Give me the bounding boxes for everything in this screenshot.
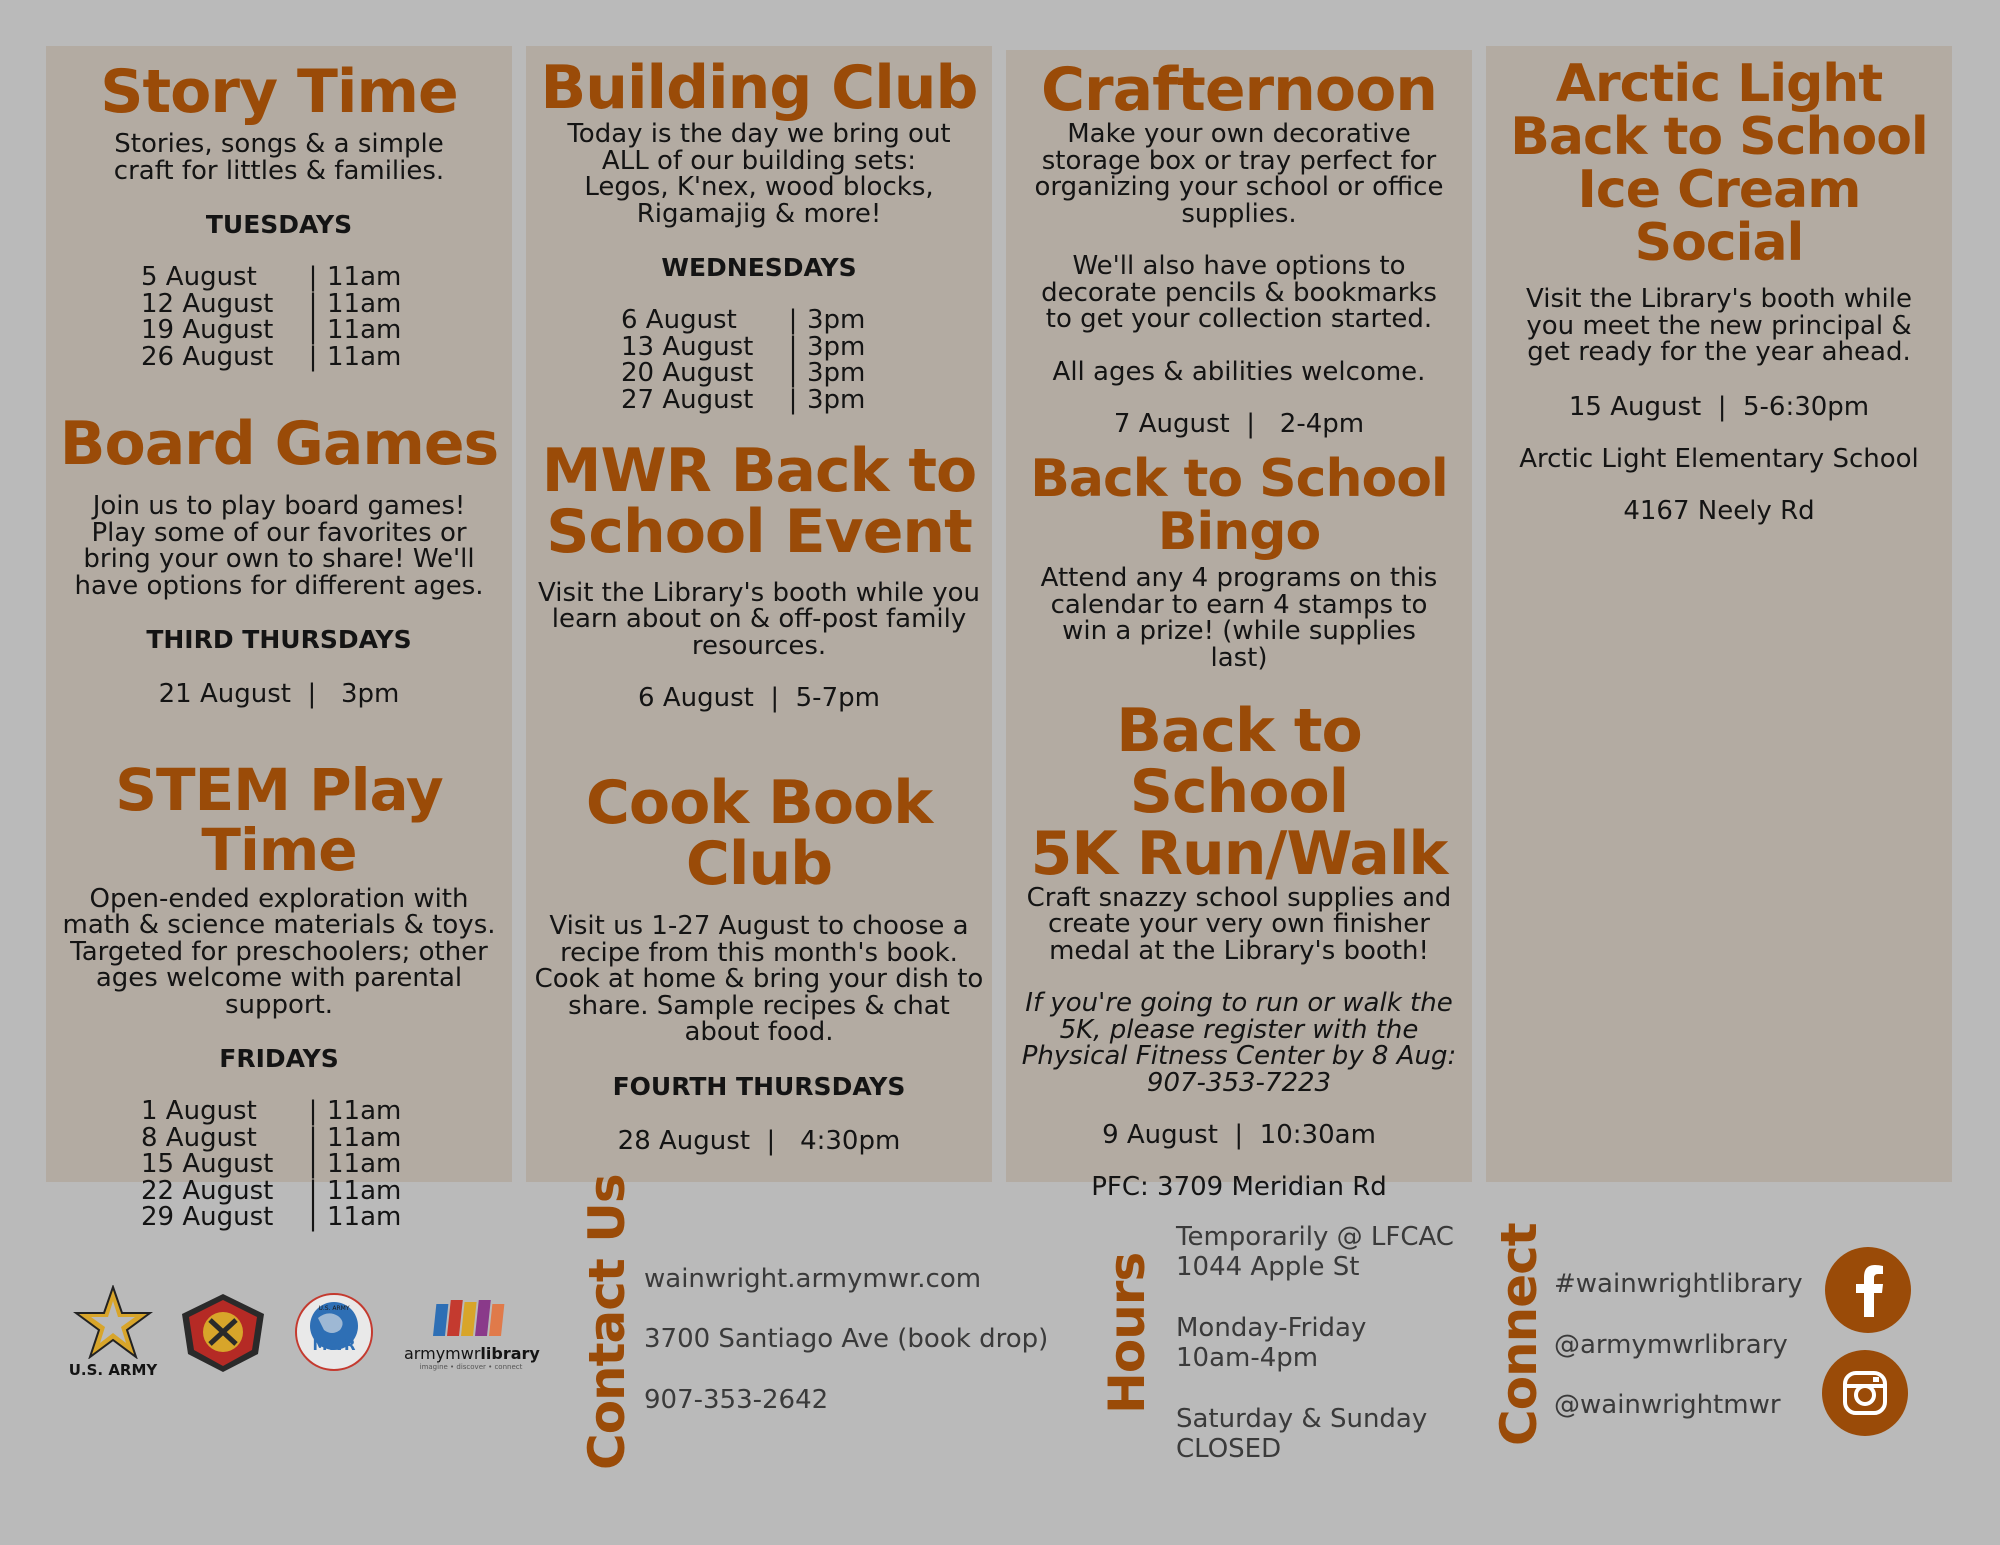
story-time-section xyxy=(46,46,512,370)
ice-cream-when: 15 August | 5-6:30pm xyxy=(1568,391,1870,422)
board-games-title: Board Games xyxy=(59,409,499,480)
stem-title: STEM Play Time xyxy=(115,756,443,884)
building-club-description: Today is the day we bring out ALL of our building sets: Legos, K'nex, wood blocks, Rigamajig & more! xyxy=(567,119,951,229)
run-walk-title-line1: Back to School xyxy=(1116,696,1362,828)
story-time-day: TUESDAYS xyxy=(205,210,353,240)
bingo-title-line2: Bingo xyxy=(1157,502,1321,563)
stem-time: 11am xyxy=(327,1202,402,1233)
story-time-time: 11am xyxy=(327,341,402,372)
run-walk-location: PFC: 3709 Meridian Rd xyxy=(1091,1172,1387,1203)
hours-line-1: Temporarily @ LFCAC xyxy=(1176,1222,1454,1252)
cook-book-when: 28 August | 4:30pm xyxy=(617,1125,901,1156)
separator: | xyxy=(788,305,798,336)
building-club-date-row xyxy=(526,384,992,415)
column-2 xyxy=(526,46,992,1182)
support-command-logo xyxy=(180,1292,266,1378)
story-time-date: 19 August xyxy=(141,315,274,346)
mwr-event-section xyxy=(526,436,992,714)
stem-time: 11am xyxy=(327,1175,402,1206)
library-wordmark-a: armymwr xyxy=(404,1344,481,1363)
stem-date: 8 August xyxy=(141,1122,257,1153)
story-time-date: 12 August xyxy=(141,288,274,319)
stem-date: 15 August xyxy=(141,1149,274,1180)
cook-book-title-line2: Club xyxy=(685,829,833,900)
support-emblem-icon xyxy=(180,1292,266,1374)
library-wordmark-b: library xyxy=(480,1344,540,1363)
separator: | xyxy=(788,358,798,389)
mwr-event-title-line1: MWR Back to xyxy=(541,436,977,507)
hours-line-3: Monday-Friday xyxy=(1176,1313,1367,1343)
separator: | xyxy=(308,341,318,372)
building-club-title: Building Club xyxy=(540,53,978,123)
stem-time: 11am xyxy=(327,1122,402,1153)
board-games-description: Join us to play board games! Play some of our favorites or bring your own to share! We'll have options for different ages. xyxy=(74,491,484,601)
separator: | xyxy=(308,1175,318,1206)
board-games-day: THIRD THURSDAYS xyxy=(146,625,412,655)
instagram-button[interactable] xyxy=(1822,1350,1908,1436)
connect-handle-2[interactable]: @wainwrightmwr xyxy=(1554,1390,1781,1420)
board-games-when: 21 August | 3pm xyxy=(158,679,400,710)
separator: | xyxy=(788,384,798,415)
separator: | xyxy=(308,315,318,346)
us-army-text: U.S. ARMY xyxy=(68,1361,158,1379)
mwr-globe-icon xyxy=(294,1292,374,1372)
separator: | xyxy=(308,262,318,293)
mwr-event-description: Visit the Library's booth while you learn about on & off-post family resources. xyxy=(538,577,980,661)
army-star-icon xyxy=(73,1285,153,1359)
instagram-icon xyxy=(1842,1370,1888,1416)
library-books-icon xyxy=(431,1298,511,1338)
board-games-section xyxy=(46,409,512,710)
run-walk-note: If you're going to run or walk the 5K, please register with the Physical Fitness Center by 8 Aug: 907-353-7223 xyxy=(1021,988,1457,1098)
connect-hashtag[interactable]: #wainwrightlibrary xyxy=(1554,1269,1803,1299)
column-1 xyxy=(46,46,512,1233)
column-3 xyxy=(1006,50,1472,1203)
library-tagline: imagine • discover • connect xyxy=(419,1363,523,1371)
cook-book-day: FOURTH THURSDAYS xyxy=(612,1071,906,1101)
crafternoon-title: Crafternoon xyxy=(1040,55,1438,125)
story-time-dates xyxy=(46,264,512,370)
stem-day: FRIDAYS xyxy=(219,1044,339,1074)
ice-cream-title-line2: Back to School xyxy=(1510,107,1928,168)
run-walk-title-line2: 5K Run/Walk xyxy=(1030,818,1448,889)
ice-cream-title-line3: Ice Cream Social xyxy=(1577,160,1861,274)
story-time-time: 11am xyxy=(327,262,402,293)
story-time-date-row xyxy=(46,264,512,291)
building-club-time: 3pm xyxy=(807,331,866,362)
crafternoon-description-1: Make your own decorative storage box or tray perfect for organizing your school or office supplies. xyxy=(1034,119,1444,229)
mwr-logo xyxy=(294,1292,374,1376)
stem-dates xyxy=(46,1098,512,1231)
story-time-date: 26 August xyxy=(141,341,274,372)
crafternoon-description-3: All ages & abilities welcome. xyxy=(1052,356,1426,387)
contact-address: 3700 Santiago Ave (book drop) xyxy=(644,1324,1049,1354)
connect-label: Connect xyxy=(1490,1223,1548,1446)
stem-date-row xyxy=(46,1151,512,1178)
column-4 xyxy=(1486,46,1952,1182)
story-time-time: 11am xyxy=(327,315,402,346)
story-time-date-row xyxy=(46,317,512,344)
ice-cream-title-line1: Arctic Light xyxy=(1555,54,1883,114)
bingo-section xyxy=(1006,449,1472,673)
stem-date: 1 August xyxy=(141,1096,257,1127)
separator: | xyxy=(308,288,318,319)
run-walk-section xyxy=(1006,696,1472,1203)
cook-book-section xyxy=(526,768,992,1156)
story-time-date: 5 August xyxy=(141,262,257,293)
stem-date-row xyxy=(46,1122,512,1153)
hours-line-4: 10am-4pm xyxy=(1176,1343,1319,1373)
building-club-date: 6 August xyxy=(621,305,737,336)
armymwrlibrary-logo xyxy=(404,1298,538,1371)
hours-line-6: CLOSED xyxy=(1176,1434,1282,1464)
crafternoon-section xyxy=(1006,50,1472,439)
building-club-date: 13 August xyxy=(621,331,754,362)
hours-line-2: 1044 Apple St xyxy=(1176,1252,1360,1282)
ice-cream-description: Visit the Library's booth while you meet the new principal & get ready for the year ahead. xyxy=(1526,284,1912,368)
building-club-date: 20 August xyxy=(621,358,754,389)
stem-section xyxy=(46,756,512,1233)
mwr-text: MWR xyxy=(312,1336,356,1354)
separator: | xyxy=(308,1122,318,1153)
stem-date: 29 August xyxy=(141,1202,274,1233)
story-time-date-row xyxy=(46,288,512,319)
building-club-date-row xyxy=(526,307,992,334)
hours-line-5: Saturday & Sunday xyxy=(1176,1404,1428,1434)
building-club-time: 3pm xyxy=(807,358,866,389)
separator: | xyxy=(788,331,798,362)
contact-website[interactable]: wainwright.armymwr.com xyxy=(644,1264,982,1294)
cook-book-description: Visit us 1-27 August to choose a recipe from this month's book. Cook at home & bring your dish to share. Sample recipes & chat about food. xyxy=(534,911,984,1048)
stem-date-row xyxy=(46,1098,512,1125)
story-time-date-row xyxy=(46,341,512,372)
run-walk-description: Craft snazzy school supplies and create your very own finisher medal at the Library's booth! xyxy=(1026,882,1452,966)
cook-book-title-line1: Cook Book xyxy=(585,768,933,839)
connect-handle-1[interactable]: @armymwrlibrary xyxy=(1554,1330,1788,1360)
contact-us-label: Contact Us xyxy=(578,1174,636,1470)
stem-date-row xyxy=(46,1204,512,1231)
stem-date: 22 August xyxy=(141,1175,274,1206)
bingo-title-line1: Back to School xyxy=(1030,449,1448,510)
ice-cream-location: Arctic Light Elementary School xyxy=(1519,443,1919,474)
ice-cream-address: 4167 Neely Rd xyxy=(1623,495,1815,526)
ice-cream-section xyxy=(1486,46,1952,526)
building-club-time: 3pm xyxy=(807,384,866,415)
separator: | xyxy=(308,1149,318,1180)
building-club-date-row xyxy=(526,360,992,387)
mwr-small-text: U.S. ARMY xyxy=(318,1305,350,1312)
stem-description: Open-ended exploration with math & science materials & toys. Targeted for preschoolers; other ages welcome with parental support. xyxy=(62,883,496,1020)
story-time-title: Story Time xyxy=(100,57,458,127)
building-club-time: 3pm xyxy=(807,305,866,336)
separator: | xyxy=(308,1096,318,1127)
mwr-event-title-line2: School Event xyxy=(546,497,972,568)
bingo-description: Attend any 4 programs on this calendar to earn 4 stamps to win a prize! (while supplies last) xyxy=(1040,563,1438,673)
mwr-event-when: 6 August | 5-7pm xyxy=(638,683,880,714)
contact-phone[interactable]: 907-353-2642 xyxy=(644,1385,829,1415)
building-club-date: 27 August xyxy=(621,384,754,415)
stem-time: 11am xyxy=(327,1149,402,1180)
separator: | xyxy=(308,1202,318,1233)
building-club-section xyxy=(526,46,992,413)
building-club-dates xyxy=(526,307,992,413)
facebook-icon xyxy=(1848,1263,1888,1317)
story-time-description: Stories, songs & a simple craft for littles & families. xyxy=(113,129,445,186)
crafternoon-when: 7 August | 2-4pm xyxy=(1113,409,1365,440)
story-time-time: 11am xyxy=(327,288,402,319)
facebook-button[interactable] xyxy=(1825,1247,1911,1333)
crafternoon-description-2: We'll also have options to decorate pencils & bookmarks to get your collection started. xyxy=(1041,251,1437,335)
us-army-logo xyxy=(68,1285,158,1385)
library-wordmark xyxy=(404,1344,538,1363)
building-club-day: WEDNESDAYS xyxy=(661,253,857,283)
stem-time: 11am xyxy=(327,1096,402,1127)
run-walk-when: 9 August | 10:30am xyxy=(1102,1120,1376,1151)
building-club-date-row xyxy=(526,331,992,362)
stem-date-row xyxy=(46,1175,512,1206)
hours-label: Hours xyxy=(1098,1252,1156,1414)
